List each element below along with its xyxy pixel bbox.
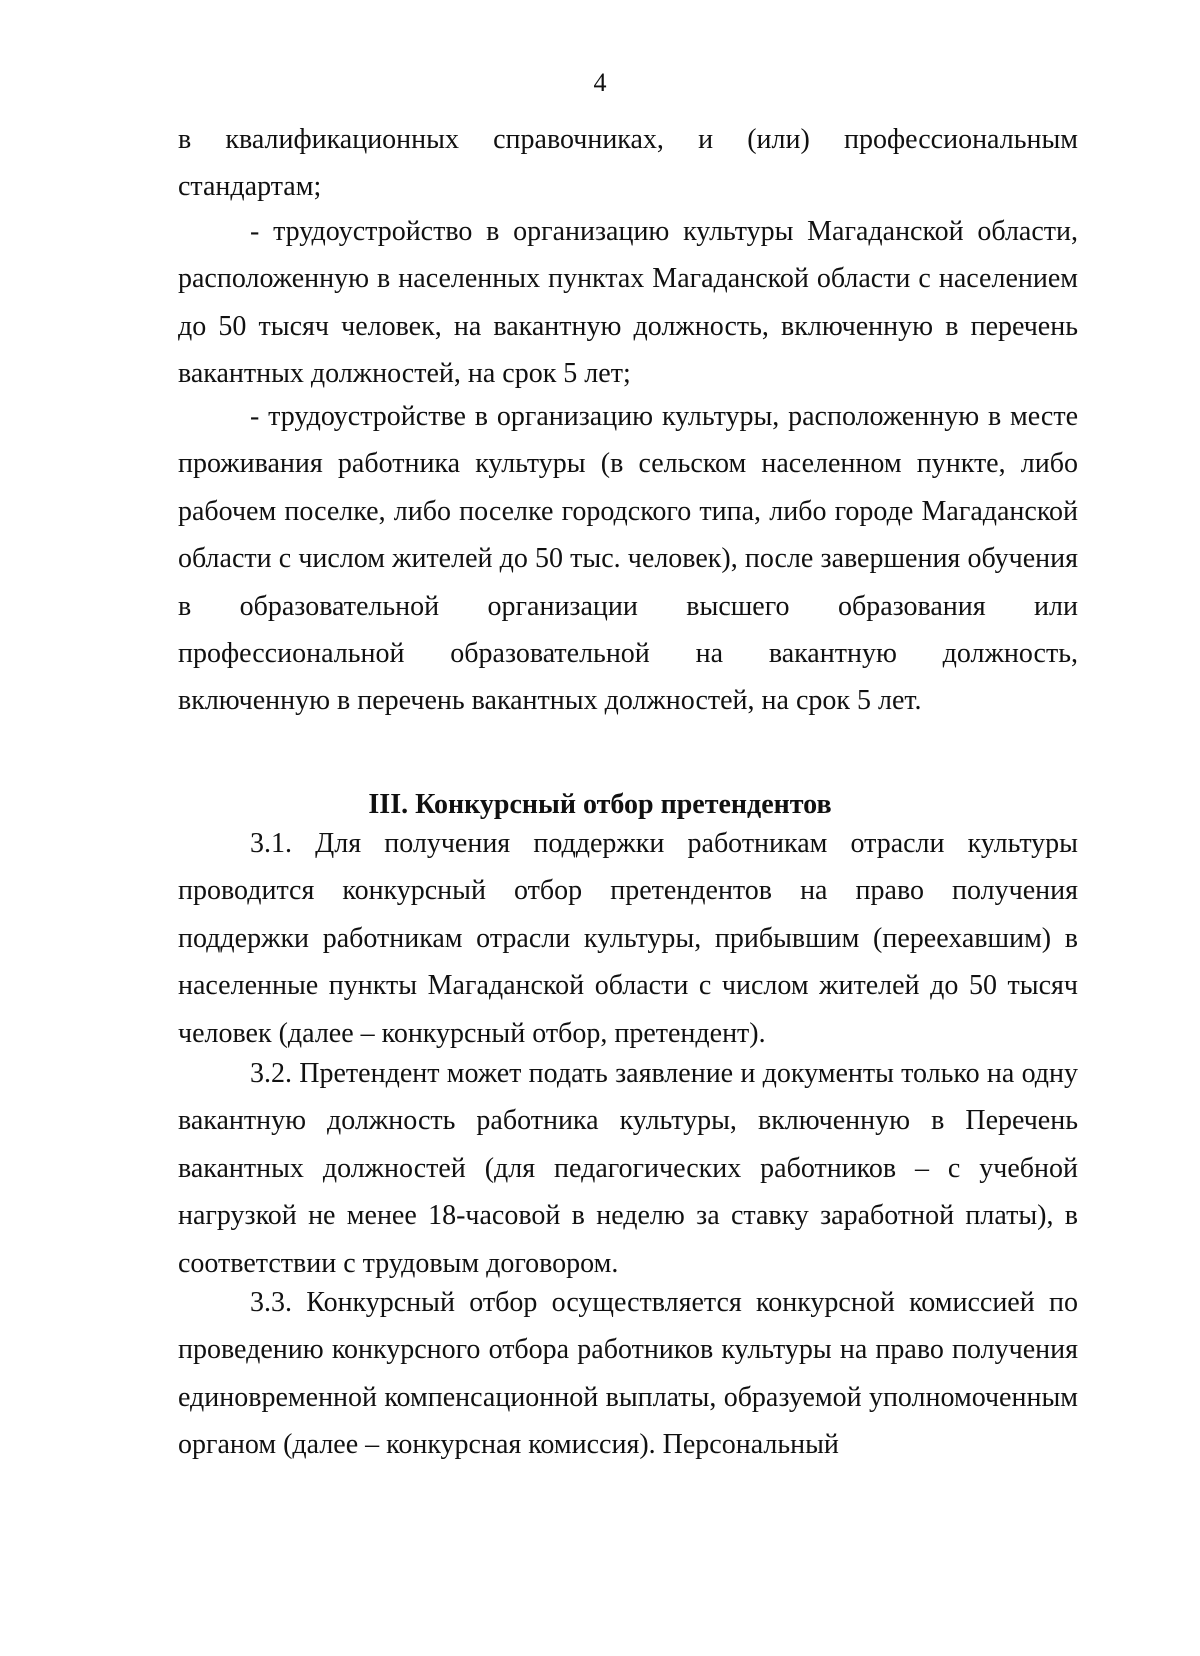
paragraph-continuation: в квалификационных справочниках, и (или) профессиональным стандартам; <box>178 124 1078 203</box>
page-number: 4 <box>593 68 607 97</box>
paragraph-3-1: 3.1. Для получения поддержки работникам отрасли культуры проводится конкурсный отбор претендентов на право получения поддержки работникам отрасли культуры, прибывшим (переехавшим) в населенные пункты Магаданской области с числом жителей до 50 тысяч человек (далее – конкурсный отбор, претендент). <box>178 828 1078 1049</box>
paragraph-3-2: 3.2. Претендент может подать заявление и документы только на одну вакантную должность работника культуры, включенную в Перечень вакантных должностей (для педагогических работников – с учебной нагрузкой не менее 18-часовой в неделю за ставку заработной платы), в соответствии с трудовым договором. <box>178 1058 1078 1279</box>
paragraph-employment-region: - трудоустройство в организацию культуры Магаданской области, расположенную в населенных пунктах Магаданской области с населением до 50 тысяч человек, на вакантную должность, включенную в перечень вакантных должностей, на срок 5 лет; <box>178 216 1078 390</box>
paragraph-employment-residence: - трудоустройстве в организацию культуры, расположенную в месте проживания работника культуры (в сельском населенном пункте, либо рабочем поселке, либо поселке городского типа, либо городе Магаданской области с числом жителей до 50 тыс. человек), после завершения обучения в образовательной организации высшего образования или профессиональной образовательной на вакантную должность, включенную в перечень вакантных должностей, на срок 5 лет. <box>178 401 1078 717</box>
section-heading: III. Конкурсный отбор претендентов <box>368 789 832 820</box>
paragraph-3-3: 3.3. Конкурсный отбор осуществляется конкурсной комиссией по проведению конкурсного отбора работников культуры на право получения единовременной компенсационной выплаты, образуемой уполномоченным органом (далее – конкурсная комиссия). Персональный <box>178 1287 1078 1461</box>
